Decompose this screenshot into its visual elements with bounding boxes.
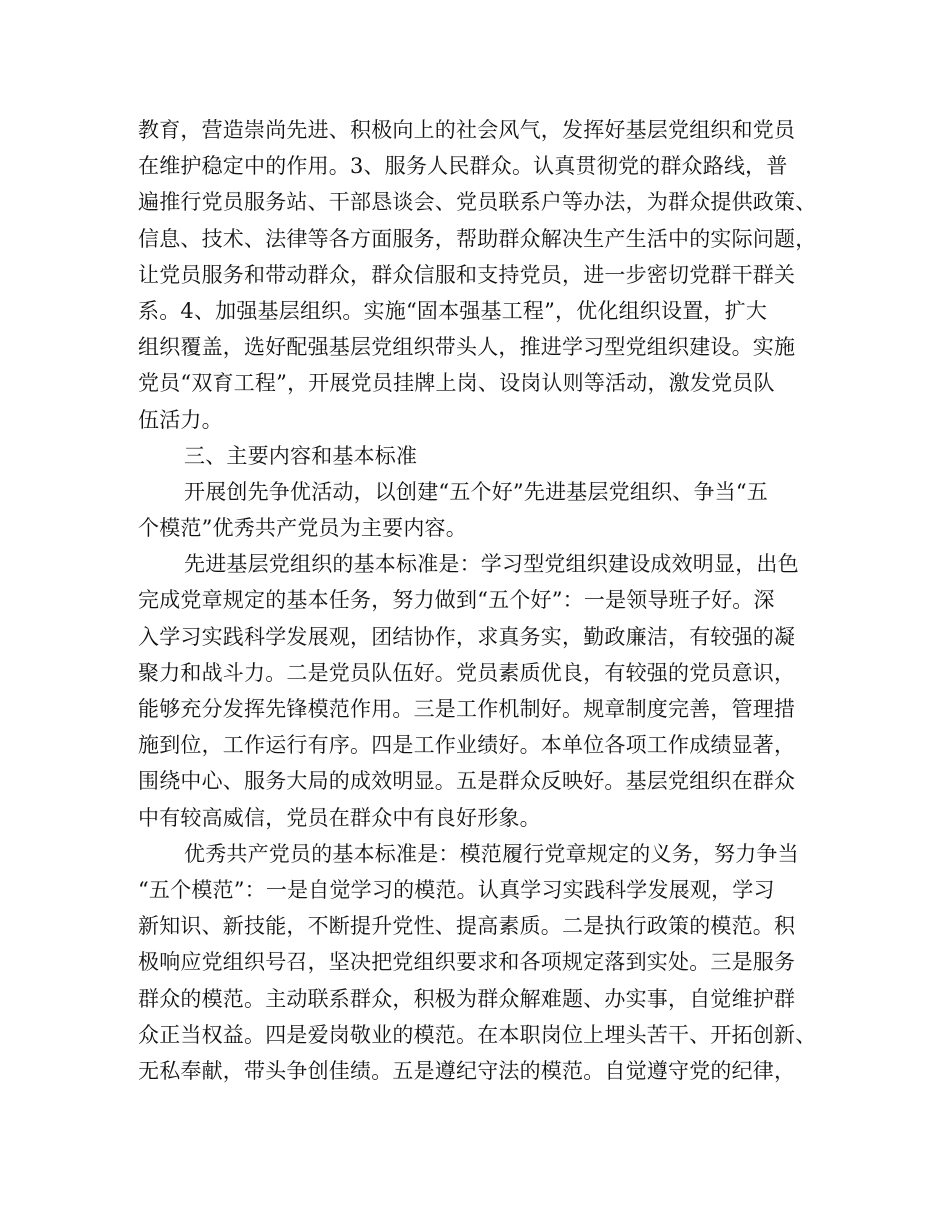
text-line: 中有较高威信，党员在群众中有良好形象。 xyxy=(138,805,541,830)
text-line: 聚力和战斗力。二是党员队伍好。党员素质优良，有较强的党员意识， xyxy=(138,660,796,685)
text-line: 新知识、新技能，不断提升党性、提高素质。二是执行政策的模范。积 xyxy=(138,914,796,939)
text-line: 党员“双育工程”，开展党员挂牌上岗、设岗认则等活动，激发党员队 xyxy=(138,371,775,396)
text-line: 组织覆盖，选好配强基层党组织带头人，推进学习型党组织建设。实施 xyxy=(138,335,796,360)
text-line: 让党员服务和带动群众，群众信服和支持党员，进一步密切党群干群关 xyxy=(138,262,796,287)
section-heading: 三、主要内容和基本标准 xyxy=(184,443,418,468)
paragraph-first-line: 优秀共产党员的基本标准是：模范履行党章规定的义务，努力争当 xyxy=(184,841,799,866)
text-line: 围绕中心、服务大局的成效明显。五是群众反映好。基层党组织在群众 xyxy=(138,769,796,794)
text-line: 施到位，工作运行有序。四是工作业绩好。本单位各项工作成绩显著， xyxy=(138,733,796,758)
text-line: 能够充分发挥先锋模范作用。三是工作机制好。规章制度完善，管理措 xyxy=(138,697,796,721)
paragraph-first-line: 开展创先争优活动，以创建“五个好”先进基层党组织、争当“五 xyxy=(184,479,769,504)
text-line: 群众的模范。主动联系群众，积极为群众解难题、办实事，自觉维护群 xyxy=(138,986,796,1011)
text-line: 在维护稳定中的作用。3、服务人民群众。认真贯彻党的群众路线，普 xyxy=(138,154,788,179)
text-line: 系。4、加强基层组织。实施“固本强基工程”，优化组织设置，扩大 xyxy=(138,298,768,323)
text-line: 教育，营造崇尚先进、积极向上的社会风气，发挥好基层党组织和党员 xyxy=(138,118,796,142)
text-line: 无私奉献，带头争创佳绩。五是遵纪守法的模范。自觉遵守党的纪律， xyxy=(138,1058,796,1083)
text-line: 伍活力。 xyxy=(138,407,223,432)
paragraph-first-line: 先进基层党组织的基本标准是：学习型党组织建设成效明显，出色 xyxy=(184,552,799,577)
text-line: 遍推行党员服务站、干部恳谈会、党员联系户等办法，为群众提供政策、 xyxy=(138,190,817,215)
text-line: 个模范”优秀共产党员为主要内容。 xyxy=(138,516,467,541)
text-line: 信息、技术、法律等各方面服务，帮助群众解决生产生活中的实际问题， xyxy=(138,226,817,251)
text-line: “五个模范”：一是自觉学习的模范。认真学习实践科学发展观，学习 xyxy=(138,877,775,902)
text-line: 极响应党组织号召，坚决把党组织要求和各项规定落到实处。三是服务 xyxy=(138,950,796,975)
document-body xyxy=(138,112,818,1089)
text-line: 众正当权益。四是爱岗敬业的模范。在本职岗位上埋头苦干、开拓创新、 xyxy=(138,1022,817,1047)
text-line: 完成党章规定的基本任务，努力做到“五个好”：一是领导班子好。深 xyxy=(138,588,775,613)
text-line: 入学习实践科学发展观，团结协作，求真务实，勤政廉洁，有较强的凝 xyxy=(138,624,796,649)
